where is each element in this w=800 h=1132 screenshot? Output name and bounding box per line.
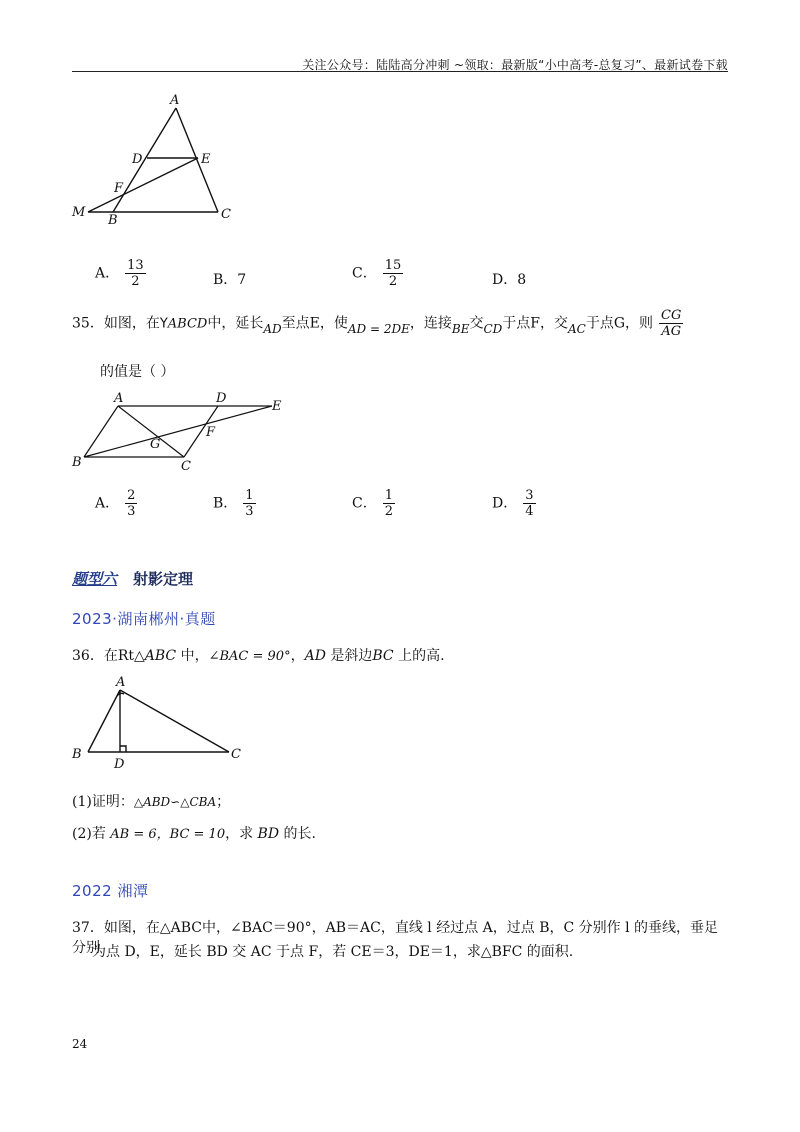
q36-part2: [72, 824, 316, 845]
fraction-denominator: 2: [384, 504, 393, 519]
fraction-numerator: 13: [127, 258, 144, 273]
fraction-numerator: 1: [384, 488, 393, 503]
stem-text: 交: [469, 315, 484, 332]
stem-text: 如图，在: [103, 315, 160, 332]
q35-label-b: B: [72, 455, 82, 470]
q35-figure: [66, 390, 296, 476]
q36-label-d: D: [114, 757, 125, 772]
fraction-denominator: 2: [388, 274, 398, 289]
stem-text: 于点G，则: [585, 315, 654, 332]
part-prefix: (1)证明：: [72, 794, 134, 810]
fraction-numerator: 2: [127, 488, 136, 503]
option-letter: D．: [492, 272, 518, 288]
stem-text: ，: [290, 648, 305, 664]
q34-option-c[interactable]: [352, 258, 403, 289]
fraction-denominator: 2: [131, 274, 140, 289]
stem-text: 上的高.: [393, 648, 445, 664]
option-letter: B．: [213, 272, 238, 288]
q37-stem-line1: 37．如图，在△ABC中，∠BAC＝90°，AB＝AC，直线 l 经过点 A，过点 B，C 分别作 l 的垂线，垂足分别: [72, 920, 719, 956]
q35-label-c: C: [181, 459, 191, 474]
q34-label-c: C: [221, 207, 231, 222]
stem-text: 中，延长: [207, 315, 264, 332]
page-header: 关注公众号：陆陆高分冲刺 ~领取：最新版“小中高考-总复习”、最新试卷下载: [302, 58, 728, 72]
q35-label-f: F: [206, 425, 216, 440]
stem-text: ，连接: [409, 315, 452, 332]
math-abc: ABC: [144, 648, 177, 664]
parallelogram-symbol: Y: [159, 316, 168, 332]
math-angle: ∠BAC = 90°: [208, 649, 291, 664]
fraction-denominator: 3: [245, 504, 254, 519]
q35-label-e: E: [272, 399, 282, 414]
q36-figure: [66, 672, 256, 772]
part-prefix: (2)若: [72, 826, 111, 842]
q35-label-g: G: [150, 437, 161, 452]
q35-stem-line2: 的值是（ ）: [100, 364, 175, 380]
math-rt: Rt△: [117, 648, 145, 664]
math-bc: BC: [372, 648, 394, 664]
math-abcd: ABCD: [167, 316, 208, 332]
fraction-numerator: 3: [525, 488, 534, 503]
math-cd: CD: [483, 321, 503, 336]
option-fraction: [523, 488, 535, 519]
q34-label-d: D: [132, 152, 143, 167]
stem-text: 是斜边: [325, 648, 373, 664]
q35-label-a: A: [114, 391, 124, 406]
part-suffix: ；: [216, 794, 231, 810]
q35-option-a[interactable]: [95, 488, 137, 519]
option-fraction: [243, 488, 255, 519]
q36-label-b: B: [72, 747, 82, 762]
option-letter: B．: [213, 495, 238, 512]
source-label-2023: 2023·湖南郴州·真题: [72, 610, 216, 628]
q36-stem: [72, 646, 445, 667]
q34-label-e: E: [201, 152, 211, 167]
q35-label-d: D: [216, 391, 227, 406]
fraction-numerator: 15: [384, 258, 402, 273]
section-heading: [72, 568, 193, 589]
math-bd: BD: [257, 826, 280, 842]
q35-option-d[interactable]: [492, 488, 536, 519]
option-fraction: [125, 258, 146, 289]
math-ad: AD: [263, 321, 282, 336]
q34-figure: [66, 90, 246, 228]
q36-label-c: C: [231, 747, 241, 762]
q36-label-a: A: [116, 675, 126, 690]
stem-text: 于点F，交: [502, 315, 568, 332]
stem-text: 至点E，使: [281, 315, 348, 332]
q34-label-a: A: [170, 93, 180, 108]
section-title: 射影定理: [133, 570, 194, 588]
option-letter: C．: [352, 495, 377, 512]
q35-option-b[interactable]: [213, 488, 256, 519]
math-equation: AD = 2DE: [347, 321, 410, 336]
option-fraction: [383, 488, 395, 519]
q35-stem: [72, 308, 732, 339]
part-suffix: 的长.: [279, 826, 316, 842]
math-ac: AC: [567, 321, 586, 336]
fraction-denominator: AG: [661, 324, 682, 339]
option-letter: A．: [95, 495, 120, 512]
stem-text: 在: [103, 648, 118, 664]
option-fraction: [383, 258, 404, 289]
q37-stem-line2: 为点 D，E，延长 BD 交 AC 于点 F，若 CE＝3，DE＝1，求△BFC 的面积.: [92, 944, 574, 960]
fraction-denominator: 3: [127, 504, 136, 519]
math-be: BE: [451, 321, 470, 336]
page-number: 24: [72, 1037, 88, 1051]
q35-option-c[interactable]: [352, 488, 395, 519]
question-number: 36．: [72, 648, 104, 664]
math-similarity: △ABD∽△CBA: [133, 795, 217, 809]
option-letter: A．: [95, 265, 120, 282]
math-ad: AD: [304, 648, 326, 664]
stem-text: 中，: [176, 648, 209, 664]
section-badge: 题型六: [72, 570, 118, 588]
cg-over-ag-fraction: [659, 308, 683, 339]
option-value: 7: [237, 272, 247, 288]
math-given: AB = 6，BC = 10: [110, 827, 226, 842]
part-text: ，求: [225, 826, 258, 842]
option-value: 8: [517, 272, 527, 288]
q34-label-m: M: [72, 205, 86, 220]
fraction-denominator: 4: [525, 504, 534, 519]
q34-option-a[interactable]: [95, 258, 146, 289]
option-letter: D．: [492, 495, 518, 512]
header-rule: [72, 71, 728, 72]
fraction-numerator: 1: [245, 488, 254, 503]
source-label-2022: 2022 湘潭: [72, 882, 149, 900]
q34-label-f: F: [114, 181, 124, 196]
question-number: 35．: [72, 315, 104, 332]
option-fraction: [125, 488, 137, 519]
fraction-numerator: CG: [661, 308, 682, 323]
q36-part1: [72, 792, 230, 812]
option-letter: C．: [352, 265, 377, 282]
q34-option-b[interactable]: [213, 269, 246, 289]
q34-label-b: B: [108, 213, 118, 228]
q34-option-d[interactable]: [492, 269, 526, 289]
